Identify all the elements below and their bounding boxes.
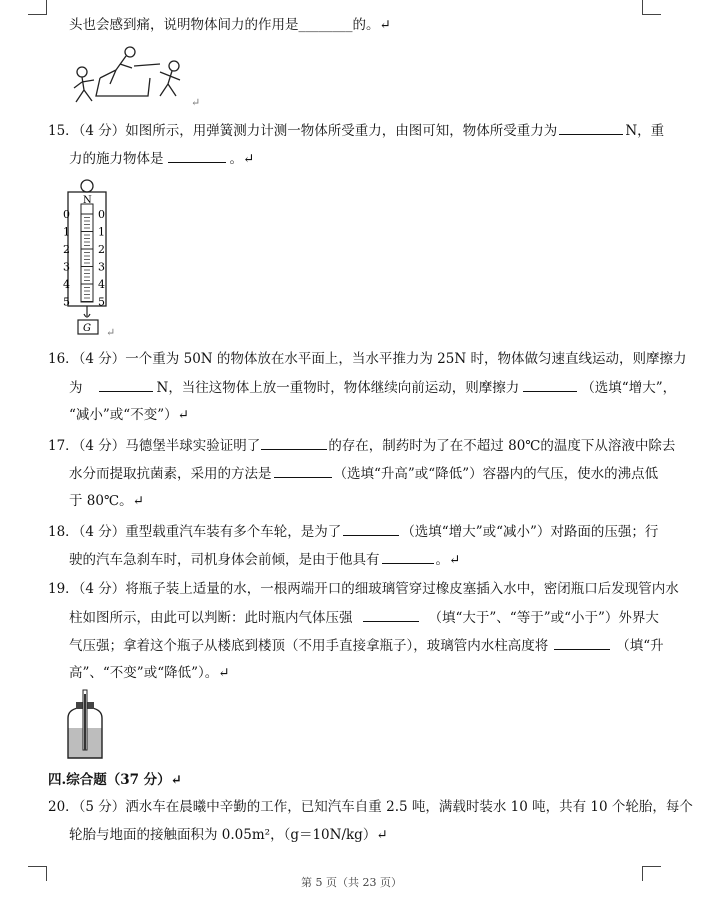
q18-blank-inertia[interactable] bbox=[382, 550, 434, 564]
q16-text-b: N，当往这物体上放一重物时，物体继续向前运动，则摩擦力 bbox=[156, 380, 520, 396]
q16-text-c: （选填“增大”， bbox=[581, 380, 677, 396]
q19-text-a: 柱如图所示，由此可以判断：此时瓶内气体压强 bbox=[69, 610, 353, 626]
q17-text-d: （选填“升高”或“降低”）容器内的气压，使水的沸点低 bbox=[333, 466, 659, 482]
q19-text-d: （填“升 bbox=[616, 638, 664, 654]
q15-text-c: 力的施力物体是 bbox=[69, 151, 164, 167]
q15-text-a: 15．（4 分）如图所示，用弹簧测力计测一物体所受重力，由图可知，物体所受重力为 bbox=[48, 123, 558, 139]
q16-blank-change[interactable] bbox=[523, 378, 577, 392]
q19-line-3 bbox=[69, 636, 664, 655]
q16-line-1: 16．（4 分）一个重为 50N 的物体放在水平面上，当水平推力为 25N 时，物体做匀速直线运动，则摩擦力 bbox=[48, 351, 687, 367]
q15-text-b: N，重 bbox=[625, 123, 665, 139]
scale-tick-label-left: 1 bbox=[63, 225, 70, 239]
q17-text-a: 17．（4 分）马德堡半球实验证明了 bbox=[48, 438, 261, 454]
q16-line-3: “减小”或“不变”）↵ bbox=[69, 407, 189, 423]
q19-line-1: 19．（4 分）将瓶子装上适量的水，一根两端开口的细玻璃管穿过橡皮塞插入水中，密闭瓶口后发现管内水 bbox=[48, 581, 679, 597]
q15-blank-weight[interactable] bbox=[559, 121, 623, 135]
q18-line-1 bbox=[48, 522, 658, 541]
scale-tick-label-right: 0 bbox=[98, 208, 105, 221]
q14-line: 头也会感到痛，说明物体间力的作用是________的。↵ bbox=[69, 17, 391, 33]
scale-hook bbox=[84, 306, 90, 317]
scale-tick-label-right: 2 bbox=[98, 243, 105, 256]
spring-scale-figure bbox=[62, 178, 122, 336]
q15-text-d: 。↵ bbox=[229, 151, 255, 167]
scale-tick-label-left: 3 bbox=[63, 260, 70, 274]
crop-mark-top-right bbox=[642, 0, 661, 15]
scale-unit: N bbox=[83, 195, 92, 206]
q16-text-a: 为 bbox=[69, 380, 83, 396]
q19-text-c: 气压强；拿着这个瓶子从楼底到楼顶（不用手直接拿瓶子），玻璃管内水柱高度将 bbox=[69, 638, 549, 654]
q15-blank-source[interactable] bbox=[168, 149, 226, 163]
q19-blank-height[interactable] bbox=[554, 636, 610, 650]
q20-line-2: 轮胎与地面的接触面积为 0.05m²，（g＝10N/kg）↵ bbox=[69, 827, 388, 843]
scale-tick-label-left: 4 bbox=[63, 278, 70, 291]
q19-line-4: 高”、“不变”或“降低”）。↵ bbox=[69, 665, 230, 681]
scale-ring bbox=[81, 180, 93, 192]
scale-tick-label-right: 1 bbox=[98, 225, 105, 239]
q15-line-2 bbox=[69, 149, 254, 168]
q19-text-b: （填“大于”、“等于”或“小于”）外界大 bbox=[428, 610, 659, 626]
section-heading: 四.综合题（37 分）↵ bbox=[48, 772, 182, 788]
scale-tick-label-right: 4 bbox=[98, 278, 105, 291]
scale-tick-label-left: 2 bbox=[63, 243, 70, 256]
q17-text-b: 的存在，制药时为了在不超过 80℃的温度下从溶液中除去 bbox=[328, 438, 676, 454]
q18-text-b: （选填“增大”或“减小”）对路面的压强；行 bbox=[401, 524, 659, 540]
scale-tick-label-right: 3 bbox=[98, 260, 105, 274]
tube-water-column bbox=[84, 694, 86, 750]
q17-blank-existence[interactable] bbox=[261, 436, 327, 450]
q19-line-2 bbox=[69, 608, 659, 627]
q15-figure-return-mark: ↵ bbox=[106, 326, 116, 339]
q18-line-2 bbox=[69, 550, 460, 569]
q18-blank-pressure[interactable] bbox=[343, 522, 399, 536]
q15-line-1 bbox=[48, 121, 664, 140]
q18-text-a: 18．（4 分）重型载重汽车装有多个车轮，是为了 bbox=[48, 524, 342, 540]
weight-label: G bbox=[83, 323, 91, 334]
q18-text-c: 驶的汽车急刹车时，司机身体会前倾，是由于他具有 bbox=[69, 552, 380, 568]
q17-blank-method[interactable] bbox=[274, 464, 332, 478]
scale-ticks bbox=[63, 208, 105, 309]
q17-line-2 bbox=[69, 464, 658, 483]
bottle-figure bbox=[64, 688, 108, 760]
scale-tick-label-right: 5 bbox=[98, 295, 105, 309]
q17-text-c: 水分而提取抗菌素，采用的方法是 bbox=[69, 466, 272, 482]
q17-line-3: 于 80℃。↵ bbox=[69, 493, 144, 509]
scale-tick-label-left: 0 bbox=[63, 208, 70, 221]
q19-blank-compare[interactable] bbox=[363, 608, 419, 622]
crop-mark-top-left bbox=[28, 0, 47, 15]
q14-figure-two-people bbox=[70, 44, 195, 110]
q17-line-1 bbox=[48, 436, 675, 455]
q18-text-d: 。↵ bbox=[435, 552, 461, 568]
q14-figure-return-mark: ↵ bbox=[191, 96, 201, 109]
q16-line-2 bbox=[69, 378, 676, 397]
page-footer: 第 5 页（共 23 页） bbox=[301, 876, 402, 889]
q20-line-1: 20．（5 分）洒水车在晨曦中辛勤的工作，已知汽车自重 2.5 吨，满载时装水 10 吨，共有 10 个轮胎，每个 bbox=[48, 799, 693, 815]
q16-blank-friction[interactable] bbox=[99, 378, 153, 392]
scale-tick-label-left: 5 bbox=[63, 295, 70, 309]
